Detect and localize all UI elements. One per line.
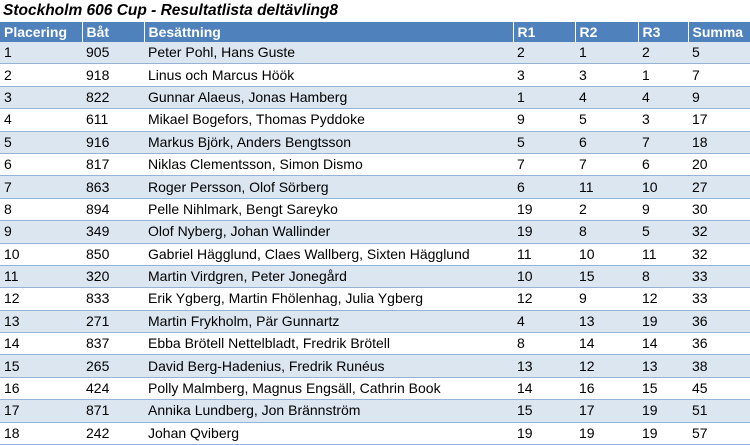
r2-cell: 13 — [575, 310, 638, 332]
bat-cell: 822 — [82, 86, 144, 108]
summa-cell: 32 — [688, 221, 750, 243]
results-table — [0, 22, 750, 445]
r2-cell: 7 — [575, 153, 638, 175]
r3-cell: 15 — [638, 377, 688, 399]
besattning-cell: Linus och Marcus Höök — [144, 64, 513, 86]
r2-cell: 3 — [575, 64, 638, 86]
r1-cell: 15 — [513, 400, 575, 422]
header-r2: R2 — [575, 22, 638, 42]
bat-cell: 349 — [82, 221, 144, 243]
besattning-cell: Gunnar Alaeus, Jonas Hamberg — [144, 86, 513, 108]
r2-cell: 12 — [575, 355, 638, 377]
table-row — [0, 243, 750, 265]
placering-cell: 7 — [0, 176, 82, 198]
table-row — [0, 176, 750, 198]
results-table-body — [0, 42, 750, 445]
r1-cell: 19 — [513, 422, 575, 444]
placering-cell: 8 — [0, 198, 82, 220]
placering-cell: 9 — [0, 221, 82, 243]
table-row — [0, 153, 750, 175]
placering-cell: 1 — [0, 42, 82, 64]
summa-cell: 27 — [688, 176, 750, 198]
placering-cell: 17 — [0, 400, 82, 422]
summa-cell: 57 — [688, 422, 750, 444]
besattning-cell: Annika Lundberg, Jon Brännström — [144, 400, 513, 422]
besattning-cell: Ebba Brötell Nettelbladt, Fredrik Brötell — [144, 333, 513, 355]
r2-cell: 6 — [575, 131, 638, 153]
besattning-cell: Erik Ygberg, Martin Fhölenhag, Julia Ygberg — [144, 288, 513, 310]
placering-cell: 14 — [0, 333, 82, 355]
placering-cell: 15 — [0, 355, 82, 377]
bat-cell: 320 — [82, 265, 144, 287]
table-row — [0, 64, 750, 86]
table-row — [0, 109, 750, 131]
r1-cell: 13 — [513, 355, 575, 377]
r3-cell: 19 — [638, 310, 688, 332]
placering-cell: 6 — [0, 153, 82, 175]
header-row — [0, 22, 750, 42]
header-r1: R1 — [513, 22, 575, 42]
r1-cell: 11 — [513, 243, 575, 265]
besattning-cell: Niklas Clementsson, Simon Dismo — [144, 153, 513, 175]
summa-cell: 5 — [688, 42, 750, 64]
header-summa: Summa — [688, 22, 750, 42]
bat-cell: 863 — [82, 176, 144, 198]
bat-cell: 424 — [82, 377, 144, 399]
placering-cell: 12 — [0, 288, 82, 310]
table-row — [0, 42, 750, 64]
r1-cell: 4 — [513, 310, 575, 332]
summa-cell: 32 — [688, 243, 750, 265]
besattning-cell: Martin Frykholm, Pär Gunnartz — [144, 310, 513, 332]
r2-cell: 2 — [575, 198, 638, 220]
bat-cell: 905 — [82, 42, 144, 64]
r3-cell: 10 — [638, 176, 688, 198]
r3-cell: 19 — [638, 422, 688, 444]
bat-cell: 837 — [82, 333, 144, 355]
bat-cell: 833 — [82, 288, 144, 310]
table-row — [0, 422, 750, 444]
bat-cell: 817 — [82, 153, 144, 175]
r2-cell: 1 — [575, 42, 638, 64]
summa-cell: 9 — [688, 86, 750, 108]
table-row — [0, 333, 750, 355]
placering-cell: 3 — [0, 86, 82, 108]
header-bat: Båt — [82, 22, 144, 42]
besattning-cell: Pelle Nihlmark, Bengt Sareyko — [144, 198, 513, 220]
summa-cell: 18 — [688, 131, 750, 153]
r1-cell: 1 — [513, 86, 575, 108]
r1-cell: 2 — [513, 42, 575, 64]
r3-cell: 2 — [638, 42, 688, 64]
summa-cell: 36 — [688, 333, 750, 355]
besattning-cell: Gabriel Hägglund, Claes Wallberg, Sixten Hägglund — [144, 243, 513, 265]
header-r3: R3 — [638, 22, 688, 42]
summa-cell: 30 — [688, 198, 750, 220]
summa-cell: 20 — [688, 153, 750, 175]
besattning-cell: David Berg-Hadenius, Fredrik Runéus — [144, 355, 513, 377]
sheet-title: Stockholm 606 Cup - Resultatlista deltävling8 — [3, 2, 339, 19]
r3-cell: 13 — [638, 355, 688, 377]
bat-cell: 611 — [82, 109, 144, 131]
r2-cell: 14 — [575, 333, 638, 355]
placering-cell: 5 — [0, 131, 82, 153]
r3-cell: 7 — [638, 131, 688, 153]
placering-cell: 18 — [0, 422, 82, 444]
r2-cell: 19 — [575, 422, 638, 444]
bat-cell: 918 — [82, 64, 144, 86]
r2-cell: 8 — [575, 221, 638, 243]
summa-cell: 45 — [688, 377, 750, 399]
placering-cell: 10 — [0, 243, 82, 265]
bat-cell: 916 — [82, 131, 144, 153]
r2-cell: 15 — [575, 265, 638, 287]
r2-cell: 4 — [575, 86, 638, 108]
besattning-cell: Roger Persson, Olof Sörberg — [144, 176, 513, 198]
r1-cell: 9 — [513, 109, 575, 131]
besattning-cell: Johan Qviberg — [144, 422, 513, 444]
header-besattning: Besättning — [144, 22, 513, 42]
bat-cell: 265 — [82, 355, 144, 377]
r1-cell: 10 — [513, 265, 575, 287]
r1-cell: 6 — [513, 176, 575, 198]
bat-cell: 271 — [82, 310, 144, 332]
table-row — [0, 288, 750, 310]
r1-cell: 19 — [513, 198, 575, 220]
r3-cell: 6 — [638, 153, 688, 175]
bat-cell: 871 — [82, 400, 144, 422]
summa-cell: 33 — [688, 288, 750, 310]
header-placering: Placering — [0, 22, 82, 42]
r3-cell: 1 — [638, 64, 688, 86]
summa-cell: 51 — [688, 400, 750, 422]
table-row — [0, 265, 750, 287]
r1-cell: 19 — [513, 221, 575, 243]
table-row — [0, 400, 750, 422]
bat-cell: 894 — [82, 198, 144, 220]
table-row — [0, 310, 750, 332]
table-row — [0, 221, 750, 243]
besattning-cell: Martin Virdgren, Peter Jonegård — [144, 265, 513, 287]
r3-cell: 9 — [638, 198, 688, 220]
results-table-header — [0, 22, 750, 42]
r1-cell: 12 — [513, 288, 575, 310]
summa-cell: 7 — [688, 64, 750, 86]
besattning-cell: Markus Björk, Anders Bengtsson — [144, 131, 513, 153]
besattning-cell: Olof Nyberg, Johan Wallinder — [144, 221, 513, 243]
r3-cell: 8 — [638, 265, 688, 287]
table-row — [0, 131, 750, 153]
placering-cell: 4 — [0, 109, 82, 131]
summa-cell: 17 — [688, 109, 750, 131]
r1-cell: 8 — [513, 333, 575, 355]
r1-cell: 3 — [513, 64, 575, 86]
r3-cell: 11 — [638, 243, 688, 265]
summa-cell: 36 — [688, 310, 750, 332]
r3-cell: 3 — [638, 109, 688, 131]
r3-cell: 19 — [638, 400, 688, 422]
r2-cell: 17 — [575, 400, 638, 422]
besattning-cell: Polly Malmberg, Magnus Engsäll, Cathrin Book — [144, 377, 513, 399]
table-row — [0, 355, 750, 377]
bat-cell: 242 — [82, 422, 144, 444]
r1-cell: 7 — [513, 153, 575, 175]
table-row — [0, 86, 750, 108]
summa-cell: 33 — [688, 265, 750, 287]
summa-cell: 38 — [688, 355, 750, 377]
besattning-cell: Mikael Bogefors, Thomas Pyddoke — [144, 109, 513, 131]
placering-cell: 11 — [0, 265, 82, 287]
table-row — [0, 377, 750, 399]
r3-cell: 5 — [638, 221, 688, 243]
r1-cell: 14 — [513, 377, 575, 399]
r2-cell: 10 — [575, 243, 638, 265]
r1-cell: 5 — [513, 131, 575, 153]
r2-cell: 16 — [575, 377, 638, 399]
r3-cell: 14 — [638, 333, 688, 355]
r2-cell: 9 — [575, 288, 638, 310]
placering-cell: 13 — [0, 310, 82, 332]
r2-cell: 5 — [575, 109, 638, 131]
besattning-cell: Peter Pohl, Hans Guste — [144, 42, 513, 64]
table-row — [0, 198, 750, 220]
placering-cell: 16 — [0, 377, 82, 399]
r3-cell: 12 — [638, 288, 688, 310]
r2-cell: 11 — [575, 176, 638, 198]
r3-cell: 4 — [638, 86, 688, 108]
bat-cell: 850 — [82, 243, 144, 265]
placering-cell: 2 — [0, 64, 82, 86]
